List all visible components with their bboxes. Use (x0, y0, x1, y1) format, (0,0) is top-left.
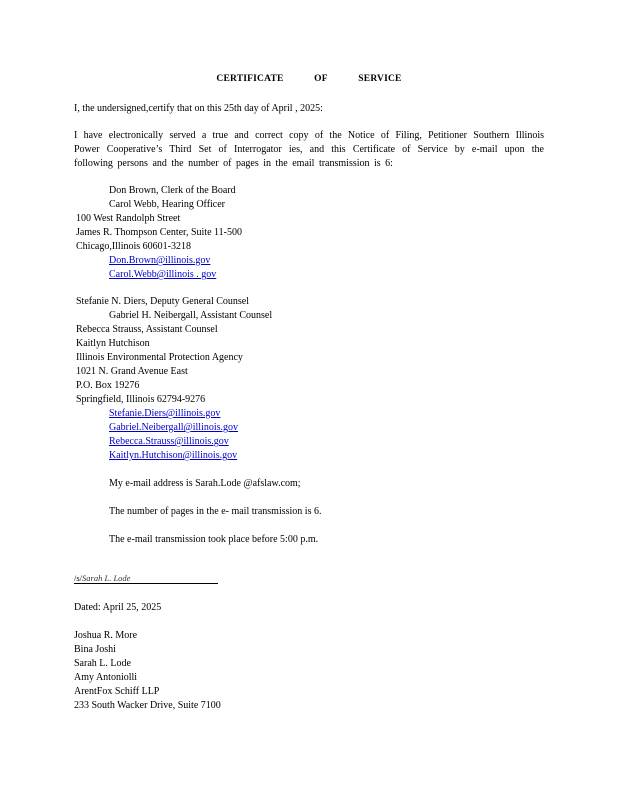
address-line: James R. Thompson Center, Suite 11-500 (76, 227, 242, 238)
email-link[interactable]: Carol.Webb@illinois . gov (109, 269, 217, 280)
email-link[interactable]: Don.Brown@illinois.gov (109, 255, 211, 266)
counsel-line: Joshua R. More (74, 630, 138, 641)
address-line: Illinois Environmental Protection Agency (76, 352, 243, 363)
signature-prefix: /s/ (74, 573, 83, 583)
statement-page-count: The number of pages in the e- mail transmission is 6. (109, 506, 322, 517)
statement-transmission-time: The e-mail transmission took place before 5:00 p.m. (109, 534, 319, 545)
address-line: Springfield, Illinois 62794-9276 (76, 394, 206, 405)
service-paragraph: I have electronically served a true and correct copy of the Notice of Filing, Petitioner Southern Illinois Power Cooperative’s Third Set of Interrogator ies, and this Certificate of Service by e-mail upon the following persons and the number of pages in the email transmission is 6: (74, 130, 544, 169)
recipient-line: Carol Webb, Hearing Officer (109, 199, 226, 210)
recipient-line: Gabriel H. Neibergall, Assistant Counsel (109, 310, 273, 321)
recipient-line: Don Brown, Clerk of the Board (109, 185, 236, 196)
address-line: 100 West Randolph Street (76, 213, 181, 224)
dated-line: Dated: April 25, 2025 (74, 602, 162, 613)
firm-name: ArentFox Schiff LLP (74, 686, 160, 697)
intro-statement: I, the undersigned,certify that on this 25th day of April , 2025: (74, 103, 323, 114)
counsel-line: Sarah L. Lode (74, 658, 131, 669)
address-line: 1021 N. Grand Avenue East (76, 366, 188, 377)
address-line: P.O. Box 19276 (76, 380, 140, 391)
recipient-block-iepa (76, 295, 272, 463)
recipient-block-board (76, 184, 242, 282)
counsel-line: Amy Antoniolli (74, 672, 138, 683)
title-word-of: OF (314, 74, 328, 84)
counsel-block (74, 629, 221, 713)
document-title (0, 74, 618, 84)
signature-line (74, 573, 218, 584)
firm-address: 233 South Wacker Drive, Suite 7100 (74, 700, 221, 711)
email-link[interactable]: Gabriel.Neibergall@illinois.gov (109, 422, 238, 433)
email-link[interactable]: Rebecca.Strauss@illinois.gov (109, 436, 229, 447)
statement-email-address: My e-mail address is Sarah.Lode @afslaw.com; (109, 478, 301, 489)
recipient-line: Rebecca Strauss, Assistant Counsel (76, 324, 218, 335)
address-line: Chicago,Illinois 60601-3218 (76, 241, 191, 252)
recipient-line: Kaitlyn Hutchison (76, 338, 150, 349)
email-link[interactable]: Kaitlyn.Hutchison@illinois.gov (109, 450, 238, 461)
counsel-line: Bina Joshi (74, 644, 116, 655)
email-link[interactable]: Stefanie.Diers@illinois.gov (109, 408, 221, 419)
recipient-line: Stefanie N. Diers, Deputy General Counsel (76, 296, 250, 307)
title-word-service: SERVICE (358, 74, 402, 84)
signature-name: Sarah L. Lode (82, 573, 131, 583)
title-word-certificate: CERTIFICATE (216, 74, 284, 84)
